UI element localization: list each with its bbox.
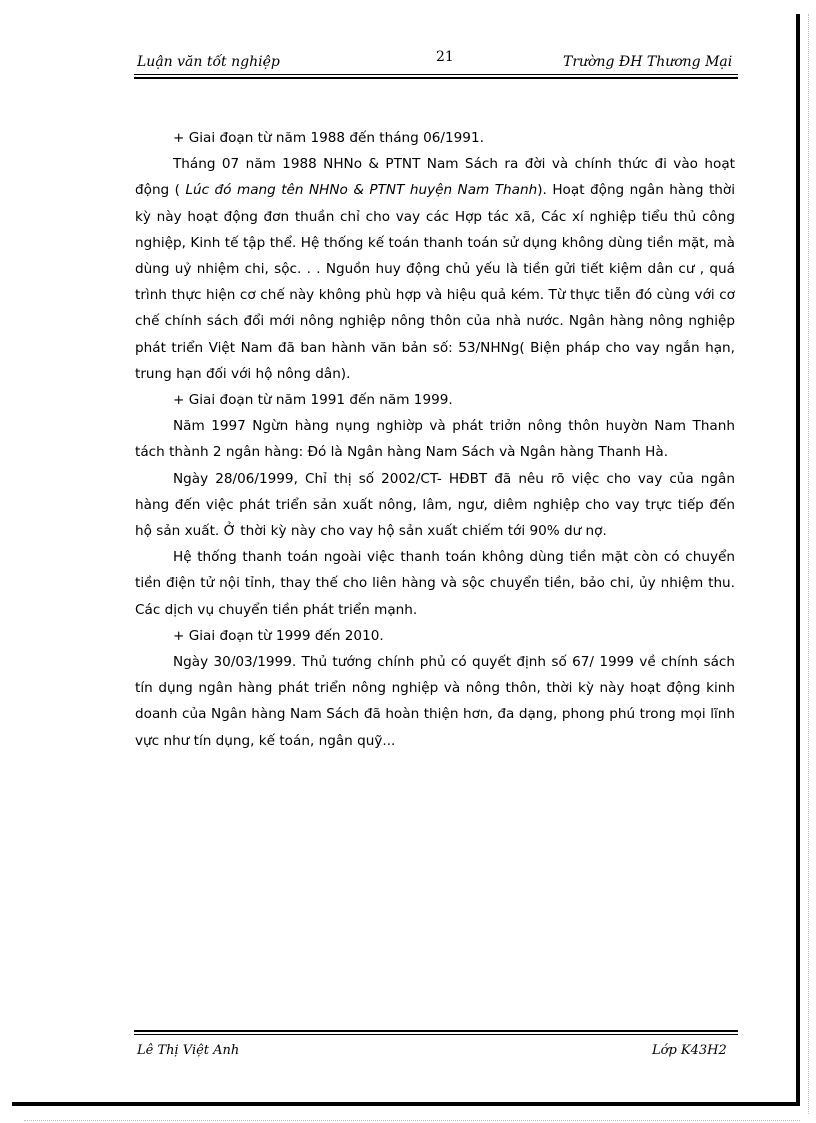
footer-author: Lê Thị Việt Anh — [137, 1043, 240, 1058]
paragraph-split-1997: Năm 1997 Ngừn hàng nụng nghiờp và phát triởn nông thôn huyờn Nam Thanh tách thành 2 ngân hàng: Đó là Ngân hàng Nam Sách và Ngân hàng Thanh Hà. — [135, 418, 735, 461]
header-thesis-label: Luận văn tốt nghiệp — [137, 54, 280, 70]
paragraph-founding-text-1: Tháng 07 năm 1988 NHNo & PTNT Nam Sách ra đời và chính thức đi vào hoạt động ( — [135, 156, 735, 199]
header-rule-thin — [134, 74, 738, 75]
footer-rule-thick — [134, 1030, 738, 1032]
page-shadow-right — [796, 14, 800, 1106]
footer-rule-thin — [134, 1034, 738, 1035]
paragraph-decision-67: Ngày 30/03/1999. Thủ tướng chính phủ có quyết định số 67/ 1999 về chính sách tín dụng ngân hàng phát triển nông nghiệp và nông thôn, thời kỳ này hoạt động kinh doanh của Ngân hàng Nam Sách đã hoàn thiện hơn, đa dạng, phong phú trong mọi lĩnh vực như tín dụng, kế toán, ngân quỹ... — [135, 654, 735, 749]
page-shadow-bottom — [12, 1102, 800, 1106]
paragraph-period-1991: + Giai đoạn từ năm 1991 đến năm 1999. — [173, 392, 453, 409]
paragraph-payment-system: Hệ thống thanh toán ngoài việc thanh toán không dùng tiền mặt còn có chuyển tiền điện tử nội tỉnh, thay thế cho liên hàng và sộc chuyển tiền, bảo chi, ủy nhiệm thu. Các dịch vụ chuyển tiền phát triển mạnh. — [135, 549, 735, 618]
paragraph-founding-italic: Lúc đó mang tên NHNo & PTNT huyện Nam Thanh — [185, 182, 538, 199]
body-text — [135, 125, 735, 754]
paragraph-directive-1999: Ngày 28/06/1999, Chỉ thị số 2002/CT- HĐBT đã nêu rõ việc cho vay của ngân hàng đến việc phát triển sản xuất nông, lâm, ngư, diêm nghiệp cho vay trực tiếp đến hộ sản xuất. Ở thời kỳ này cho vay hộ sản xuất chiếm tới 90% dư nợ. — [135, 470, 735, 540]
paragraph-period-1988: + Giai đoạn từ năm 1988 đến tháng 06/1991. — [173, 130, 484, 146]
header-rule-thick — [134, 77, 738, 79]
page-dotted-edge-right — [808, 14, 809, 1114]
paragraph-period-1999: + Giai đoạn từ 1999 đến 2010. — [173, 627, 384, 644]
header-university-label: Trường ĐH Thương Mại — [563, 54, 733, 70]
paragraph-founding-text-2: ). Hoạt động ngân hàng thời kỳ này hoạt động đơn thuần chỉ cho vay các Hợp tác xã, Các xí nghiệp tiểu thủ công nghiệp, Kinh tế tập thể. Hệ thống kế toán thanh toán sử dụng không dùng tiền mặt, mà dùng uỷ nhiệm chi, sộc. . . Nguồn huy động chủ yếu là tiền gửi tiết kiệm dân cư , quá trình thực hiện cơ chế này không phù hợp và hiệu quả kém. Từ thực tiễn đó cùng với cơ chế chính sách đổi mới nông nghiệp nông thôn của nhà nước. Ngân hàng nông nghiệp phát triển Việt Nam đã ban hành văn bản số: 53/NHNg( Biện pháp cho vay ngắn hạn, trung hạn đối với hộ nông dân). — [135, 182, 735, 382]
page-dotted-edge-bottom — [24, 1120, 800, 1121]
page-number: 21 — [436, 49, 454, 65]
paragraph-founding — [135, 151, 735, 387]
footer-class: Lớp K43H2 — [652, 1043, 727, 1058]
